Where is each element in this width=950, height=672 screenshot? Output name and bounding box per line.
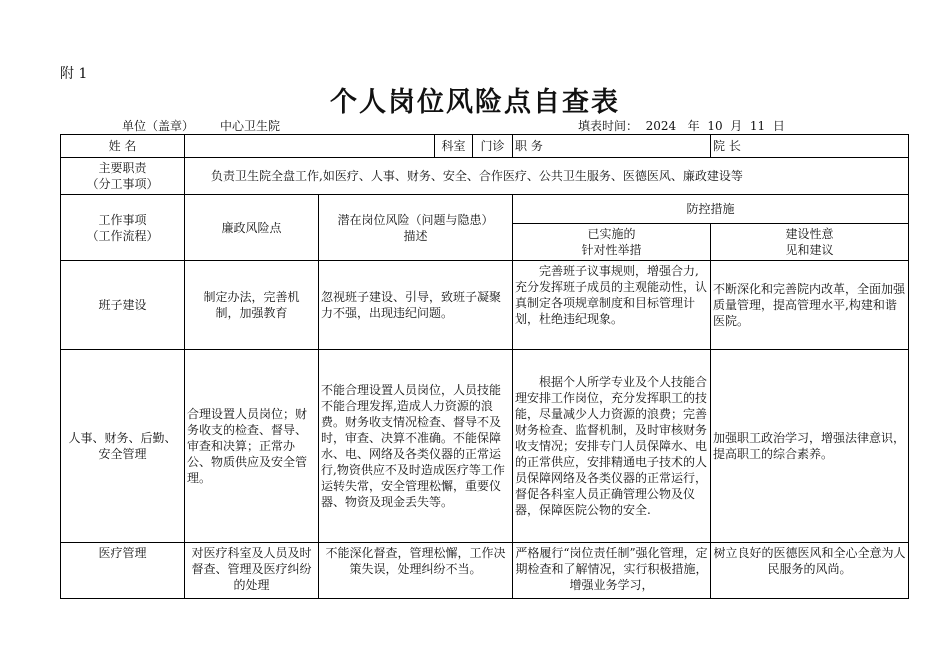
date-label: 填表时间：	[578, 119, 639, 133]
name-label: 姓 名	[61, 135, 185, 158]
unit-label: 单位（盖章）	[122, 119, 195, 133]
row-item: 班子建设	[61, 261, 185, 350]
self-check-table	[60, 134, 909, 599]
date-month-unit: 月	[730, 119, 743, 133]
duty-row	[61, 158, 909, 195]
row-risk: 合理设置人员岗位；财务收支的检查、督导、审查和决算；正常办公、物质供应及安全管理。	[185, 350, 319, 543]
header-hazard: 潜在岗位风险（问题与隐患） 描述	[319, 195, 513, 261]
date-year: 2024	[645, 119, 677, 133]
row-hazard: 忽视班子建设、引导，致班子凝聚力不强，出现违纪问题。	[319, 261, 513, 350]
row-risk: 对医疗科室及人员及时督查、管理及医疗纠纷的处理	[185, 543, 319, 599]
header-control: 防控措施	[513, 195, 909, 224]
duty-value: 院 长	[711, 135, 909, 158]
date-year-unit: 年	[687, 119, 700, 133]
header-suggestion: 建设性意 见和建议	[711, 224, 909, 261]
page-title: 个人岗位风险点自查表	[330, 87, 620, 118]
duty-label: 职 务	[513, 135, 711, 158]
basic-info-row	[61, 135, 909, 158]
row-implemented: 完善班子议事规则，增强合力,充分发挥班子成员的主观能动性，认真制定各项规章制度和目标管理计划，杜绝违纪现象。	[513, 261, 711, 350]
row-hazard: 不能合理设置人员岗位，人员技能不能合理发挥,造成人力资源的浪费。财务收支情况检查、督导不及时，审查、决算不准确。不能保障水、电、网络及各类仪器的正常运行,物资供应不及时造成医疗等工作运转失常，安全管理松懈，重要仪器、物资及现金丢失等。	[319, 350, 513, 543]
unit-value: 中心卫生院	[220, 119, 281, 133]
row-implemented: 严格履行“岗位责任制”强化管理，定期检查和了解情况，实行积极措施，增强业务学习，	[513, 543, 711, 599]
row-suggestion: 不断深化和完善院内改革，全面加强质量管理，提高管理水平,构建和谐医院。	[711, 261, 909, 350]
row-suggestion: 加强职工政治学习，增强法律意识，提高职工的综合素养。	[711, 350, 909, 543]
dept-value: 门诊	[473, 135, 513, 158]
row-item: 医疗管理	[61, 543, 185, 599]
row-hazard: 不能深化督查，管理松懈，工作决策失误，处理纠纷不当。	[319, 543, 513, 599]
date-day: 11	[749, 119, 766, 133]
header-row-1	[61, 195, 909, 224]
table-row	[61, 350, 909, 543]
header-item: 工作事项 （工作流程）	[61, 195, 185, 261]
dept-label: 科室	[435, 135, 473, 158]
date-line	[578, 117, 785, 134]
name-value	[185, 135, 435, 158]
date-day-unit: 日	[772, 119, 785, 133]
row-suggestion: 树立良好的医德医风和全心全意为人民服务的风尚。	[711, 543, 909, 599]
main-duty-value: 负责卫生院全盘工作,如医疗、人事、财务、安全、合作医疗、公共卫生服务、医德医风、廉政建设等	[185, 158, 909, 195]
header-implemented: 已实施的 针对性举措	[513, 224, 711, 261]
unit-line	[122, 117, 280, 134]
row-item: 人事、财务、后勤、 安全管理	[61, 350, 185, 543]
annex-label: 附 1	[60, 66, 88, 82]
main-duty-label: 主要职责 （分工事项）	[61, 158, 185, 195]
row-risk: 制定办法，完善机 制，加强教育	[185, 261, 319, 350]
table-row	[61, 543, 909, 599]
row-implemented: 根据个人所学专业及个人技能合理安排工作岗位，充分发挥职工的技能，尽量减少人力资源的浪费；完善财务检查、监督机制，及时审核财务收支情况；安排专门人员保障水、电的正常供应，安排精通电子技术的人员保障网络及各类仪器的正常运行，督促各科室人员正确管理公物及仪器，保障医院公物的安全.	[513, 350, 711, 543]
table-row	[61, 261, 909, 350]
header-risk: 廉政风险点	[185, 195, 319, 261]
date-month: 10	[707, 119, 723, 133]
